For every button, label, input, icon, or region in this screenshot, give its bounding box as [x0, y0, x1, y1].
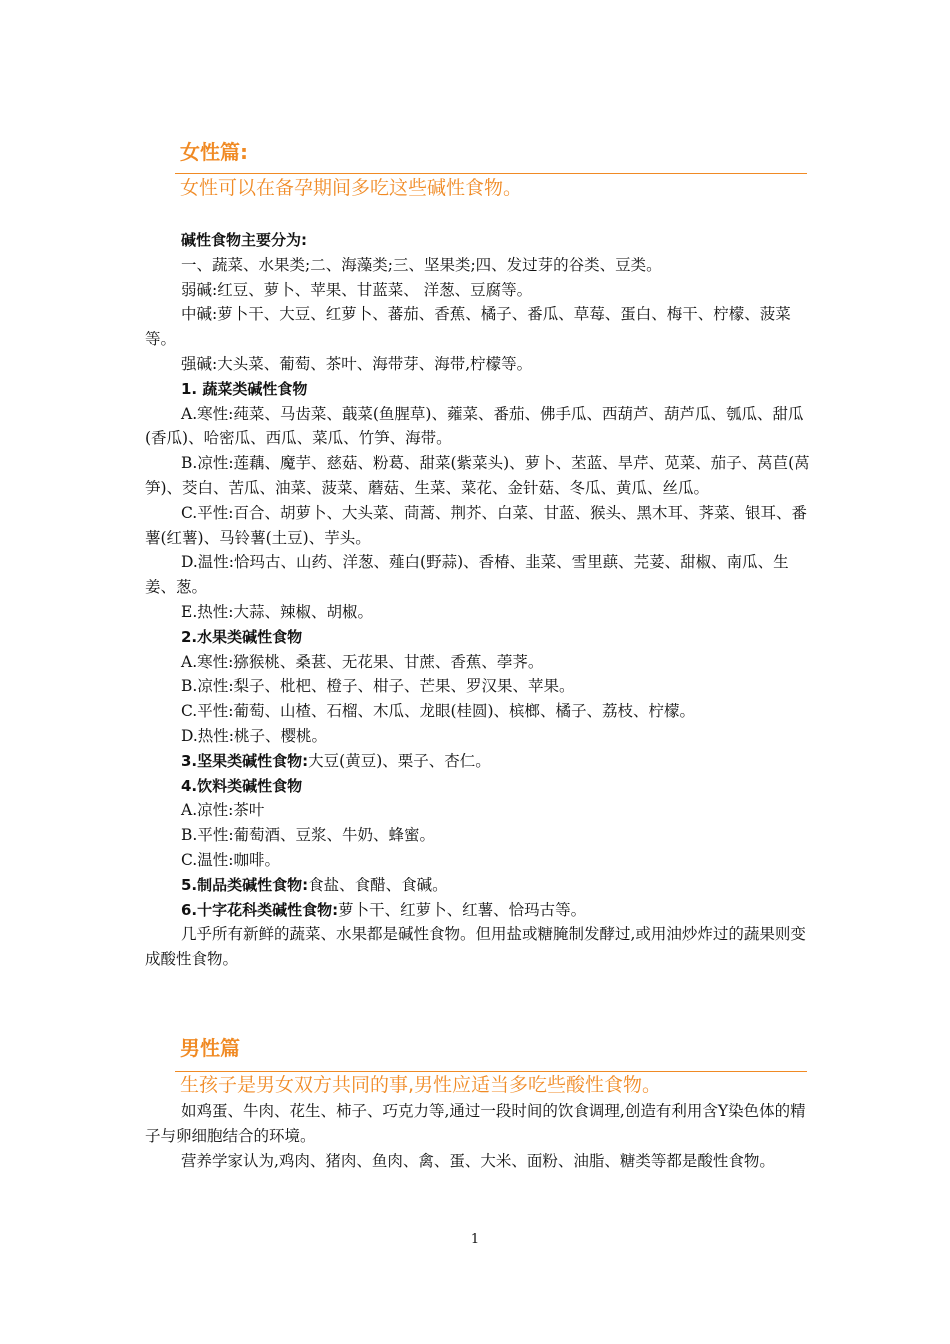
- page-number: 1: [470, 1232, 480, 1247]
- fruit-line: B.凉性:梨子、枇杷、橙子、柑子、芒果、罗汉果、苹果。: [181, 677, 575, 696]
- fruit-line: C.平性:葡萄、山楂、石榴、木瓜、龙眼(桂圆)、槟榔、橘子、荔枝、柠檬。: [181, 702, 696, 721]
- men-paragraph: 如鸡蛋、牛肉、花生、柿子、巧克力等,通过一段时间的饮食调理,创造有利用含Y染色体的精子与卵细胞结合的环境。: [145, 1102, 806, 1145]
- drink-line: A.凉性:茶叶: [181, 801, 265, 820]
- men-paragraph: 营养学家认为,鸡肉、猪肉、鱼肉、禽、蛋、大米、面粉、油脂、糖类等都是酸性食物。: [181, 1151, 775, 1170]
- crucifer-line: [145, 898, 815, 923]
- men-subtitle: 生孩子是男女双方共同的事,男性应适当多吃些酸性食物。: [180, 1074, 662, 1096]
- women-subtitle: 女性可以在备孕期间多吃这些碱性食物。: [180, 177, 523, 199]
- fruit-title: 2.水果类碱性食物: [181, 627, 303, 646]
- veg-line: E.热性:大蒜、辣椒、胡椒。: [181, 602, 373, 621]
- veg-line: B.凉性:莲藕、魔芋、慈菇、粉葛、甜菜(紫菜头)、萝卜、苤蓝、旱芹、苋菜、茄子、莴苣(莴笋)、茭白、苦瓜、油菜、菠菜、蘑菇、生菜、菜花、金针菇、冬瓜、黄瓜、丝瓜。: [145, 454, 810, 497]
- crucifer-title: 6.十字花科类碱性食物:: [181, 900, 339, 919]
- veg-line: C.平性:百合、胡萝卜、大头菜、茼蒿、荆芥、白菜、甘蓝、猴头、黑木耳、荠菜、银耳、番薯(红薯)、马铃薯(土豆)、芋头。: [145, 503, 807, 547]
- nut-text: 大豆(黄豆)、栗子、杏仁。: [308, 751, 491, 770]
- body-line: 强碱:大头菜、葡萄、茶叶、海带芽、海带,柠檬等。: [181, 354, 533, 373]
- drink-line: C.温性:咖啡。: [181, 850, 280, 869]
- crucifer-text: 萝卜干、红萝卜、红薯、恰玛古等。: [338, 900, 587, 919]
- product-text: 食盐、食醋、食碱。: [308, 875, 448, 894]
- intro-title: 碱性食物主要分为:: [181, 231, 307, 249]
- closing-paragraph: 几乎所有新鲜的蔬菜、水果都是碱性食物。但用盐或糖腌制发酵过,或用油炒炸过的蔬果则变成酸性食物。: [145, 925, 806, 969]
- veg-line: D.温性:恰玛古、山药、洋葱、薤白(野蒜)、香椿、韭菜、雪里蕻、芫荽、甜椒、南瓜、生姜、葱。: [145, 553, 789, 597]
- men-body: [145, 1099, 815, 1173]
- veg-title: 1. 蔬菜类碱性食物: [181, 379, 308, 398]
- drink-title: 4.饮料类碱性食物: [181, 776, 303, 795]
- nut-line: [145, 749, 815, 774]
- fruit-line: D.热性:桃子、樱桃。: [181, 726, 328, 745]
- veg-line: A.寒性:莼菜、马齿菜、蕺菜(鱼腥草)、蕹菜、番茄、佛手瓜、西葫芦、葫芦瓜、瓠瓜、甜瓜(香瓜)、哈密瓜、西瓜、菜瓜、竹笋、海带。: [145, 404, 804, 448]
- fruit-line: A.寒性:猕猴桃、桑葚、无花果、甘蔗、香蕉、荸荠。: [181, 652, 544, 671]
- product-line: [145, 873, 815, 898]
- nut-title: 3.坚果类碱性食物:: [181, 751, 309, 770]
- men-heading: 男性篇: [180, 1036, 240, 1060]
- body-line: 一、蔬菜、水果类;二、海藻类;三、坚果类;四、发过芽的谷类、豆类。: [181, 255, 662, 274]
- body-line: 弱碱:红豆、萝卜、苹果、甘蓝菜、 洋葱、豆腐等。: [181, 280, 533, 299]
- drink-line: B.平性:葡萄酒、豆浆、牛奶、蜂蜜。: [181, 826, 436, 845]
- women-heading-rule: [175, 173, 807, 174]
- women-body: [145, 228, 815, 972]
- product-title: 5.制品类碱性食物:: [181, 875, 309, 894]
- body-line: 中碱:萝卜干、大豆、红萝卜、蕃茄、香蕉、橘子、番瓜、草莓、蛋白、梅干、柠檬、菠菜等。: [145, 305, 791, 349]
- women-heading: 女性篇:: [180, 140, 248, 164]
